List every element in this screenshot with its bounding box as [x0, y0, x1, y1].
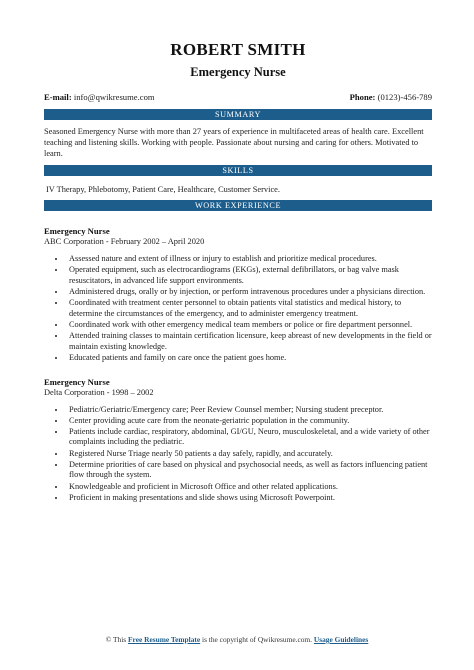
job-company-dates: ABC Corporation - February 2002 – April 2020 [44, 237, 205, 246]
job-duties-list [44, 254, 432, 364]
job-duty-item: • Patients include cardiac, respiratory, abdominal, GI/GU, Neuro, musculoskeletal, and a wide variety of other complaints including the pediatric. [66, 427, 432, 448]
job-entry [44, 226, 432, 364]
copyright-icon: © [105, 635, 112, 644]
footer-prefix: This [113, 635, 127, 644]
job-duty-item: • Knowledgeable and proficient in Microsoft Office and other related applications. [66, 482, 432, 493]
job-company-dates: Delta Corporation - 1998 – 2002 [44, 387, 154, 397]
phone-value: (0123)-456-789 [377, 92, 432, 102]
summary-text: Seasoned Emergency Nurse with more than 27 years of experience in multifaceted areas of health care. Excellent teaching and listening skills. Working with people. Passionate about nursing and caring for others. Motivated to learn. [44, 127, 424, 158]
candidate-name: ROBERT SMITH [170, 40, 306, 59]
work-experience-heading: WORK EXPERIENCE [44, 200, 432, 211]
job-duty-item: • Operated equipment, such as electrocardiograms (EKGs), external defibrillators, or bag valve mask resuscitators, in advanced life support environments. [66, 265, 432, 286]
usage-guidelines-link[interactable]: Usage Guidelines [313, 635, 369, 644]
job-duty-item: • Coordinated work with other emergency medical team members or police or fire department personnel. [66, 320, 432, 331]
email-contact [44, 92, 155, 103]
job-duty-item: • Center providing acute care from the neonate-geriatric population in the community. [66, 416, 432, 427]
phone-label: Phone: [349, 92, 376, 102]
job-title: Emergency Nurse [44, 376, 110, 387]
job-duty-item: • Administered drugs, orally or by injection, or perform intravenous procedures under a physicians direction. [66, 287, 432, 298]
job-duty-item: • Proficient in making presentations and slide shows using Microsoft Powerpoint. [66, 493, 432, 504]
footer-copyright-text: is the copyright of Qwikresume.com. [202, 635, 313, 644]
job-duty-item: • Attended training classes to maintain certification licensure, keep abreast of new developments in the field or maintain existing knowledge. [66, 331, 432, 352]
summary-heading: SUMMARY [44, 109, 432, 120]
email-label: E-mail: [44, 92, 72, 102]
job-title: Emergency Nurse [44, 226, 110, 236]
free-resume-template-link[interactable]: Free Resume Template [128, 635, 201, 644]
skills-heading: SKILLS [44, 165, 432, 176]
job-duty-item: • Educated patients and family on care once the patient goes home. [66, 353, 432, 364]
job-duty-item: • Pediatric/Geriatric/Emergency care; Peer Review Counsel member; Nursing student preceptor. [66, 405, 432, 416]
page-footer [0, 635, 474, 645]
email-value[interactable]: info@qwikresume.com [73, 92, 155, 102]
job-duty-item: • Determine priorities of care based on physical and psychosocial needs, as well as factors influencing patient flow through the system. [66, 460, 432, 481]
job-duties-list [44, 405, 432, 504]
job-entry [44, 377, 432, 504]
contact-row [44, 92, 432, 103]
skills-text: IV Therapy, Phlebotomy, Patient Care, Healthcare, Customer Service. [46, 185, 280, 194]
phone-contact [350, 92, 432, 103]
job-duty-item: • Coordinated with treatment center personnel to obtain patients vital statistics and medical history, to determine the circumstances of the emergency, and to administer emergency treatment. [66, 298, 432, 319]
candidate-title: Emergency Nurse [190, 65, 286, 79]
job-duty-item: • Assessed nature and extent of illness or injury to establish and prioritize medical procedures. [66, 254, 432, 265]
job-duty-item: • Registered Nurse Triage nearly 50 patients a day safely, rapidly, and accurately. [66, 449, 432, 460]
